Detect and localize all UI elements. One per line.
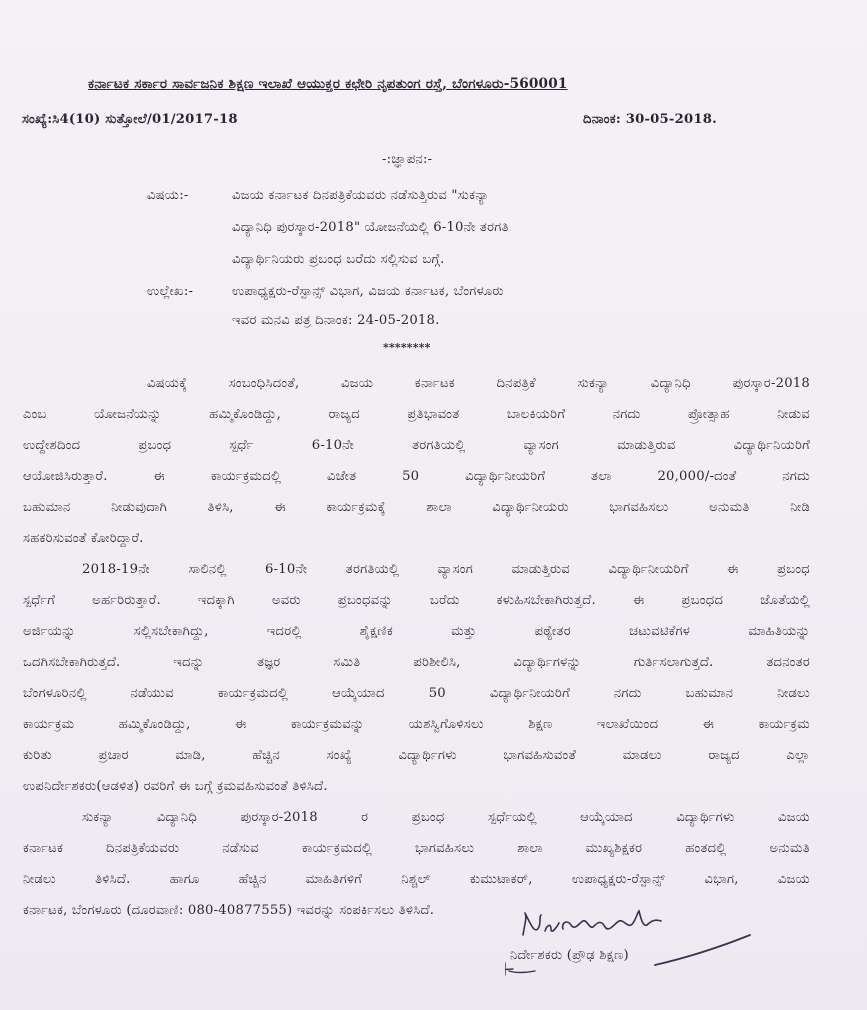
order-date: ದಿನಾಂಕ: 30-05-2018. <box>583 112 717 127</box>
body-line: ಎಂಬ ಯೋಜನೆಯನ್ನು ಹಮ್ಮಿಕೊಂಡಿದ್ದು, ರಾಜ್ಯದ ಪ್ರತಿಭಾವಂತ ಬಾಲಕಿಯರಿಗೆ ನಗದು ಪ್ರೋತ್ಸಾಹ ನೀಡುವ <box>23 407 810 422</box>
reference-label: ಉಲ್ಲೇಖ:- <box>147 284 194 299</box>
memo-heading: -:ಜ್ಞಾಪನ:- <box>382 152 433 167</box>
body-line: 2018-19ನೇ ಸಾಲಿನಲ್ಲಿ 6-10ನೇ ತರಗತಿಯಲ್ಲಿ ವ್ಯಾಸಂಗ ಮಾಡುತ್ತಿರುವ ವಿದ್ಯಾರ್ಥಿನೀಯರಿಗೆ ಈ ಪ್ರಬಂಧ <box>82 562 810 577</box>
subject-line: ವಿದ್ಯಾರ್ಥಿನಿಯರು ಪ್ರಬಂಧ ಬರೆದು ಸಲ್ಲಿಸುವ ಬಗ್ಗೆ. <box>232 252 445 267</box>
body-line: ಸುಕನ್ಯಾ ವಿದ್ಯಾನಿಧಿ ಪುರಸ್ಕಾರ-2018 ರ ಪ್ರಬಂಧ ಸ್ಪರ್ಧೆಯಲ್ಲಿ ಆಯ್ಕೆಯಾದ ವಿದ್ಯಾರ್ಥಿಗಳು ವಿಜಯ <box>82 810 810 825</box>
body-line: ಸಹಕರಿಸುವಂತೆ ಕೋರಿದ್ದಾರೆ. <box>23 531 144 546</box>
body-line: ಕಾರ್ಯಕ್ರಮ ಹಮ್ಮಿಕೊಂಡಿದ್ದು, ಈ ಕಾರ್ಯಕ್ರಮವನ್ನು ಯಶಸ್ವಿಗೊಳಿಸಲು ಶಿಕ್ಷಣ ಇಲಾಖೆಯಿಂದ ಈ ಕಾರ್ಯಕ್ರಮ <box>23 717 810 732</box>
body-line: ಉದ್ದೇಶದಿಂದ ಪ್ರಬಂಧ ಸ್ಪರ್ಧೆ 6-10ನೇ ತರಗತಿಯಲ್ಲಿ ವ್ಯಾಸಂಗ ಮಾಡುತ್ತಿರುವ ವಿದ್ಯಾರ್ಥಿನಿಯರಿಗೆ <box>23 438 810 453</box>
handwritten-signature <box>505 905 755 985</box>
body-line: ಬೆಂಗಳೂರಿನಲ್ಲಿ ನಡೆಯುವ ಕಾರ್ಯಕ್ರಮದಲ್ಲಿ ಆಯ್ಕೆಯಾದ 50 ವಿದ್ಯಾರ್ಥಿನೀಯರಿಗೆ ನಗದು ಬಹುಮಾನ ನೀಡಲು <box>23 686 810 701</box>
body-line: ಒದಗಿಸಬೇಕಾಗಿರುತ್ತದೆ. ಇದನ್ನು ತಜ್ಞರ ಸಮಿತಿ ಪರಿಶೀಲಿಸಿ, ವಿದ್ಯಾರ್ಥಿಗಳನ್ನು ಗುರ್ತಿಸಲಾಗುತ್ತದೆ. ತದನಂತರ <box>23 655 810 670</box>
reference-line: ಇವರ ಮನವಿ ಪತ್ರ ದಿನಾಂಕ: 24-05-2018. <box>232 313 440 328</box>
body-line: ಕರ್ನಾಟಕ ದಿನಪತ್ರಿಕೆಯವರು ನಡೆಸುವ ಕಾರ್ಯಕ್ರಮದಲ್ಲಿ ಭಾಗವಹಿಸಲು ಶಾಲಾ ಮುಖ್ಯಶಿಕ್ಷಕರ ಹಂತದಲ್ಲಿ ಅನುಮತಿ <box>23 841 810 856</box>
subject-line: ವಿಜಯ ಕರ್ನಾಟಕ ದಿನಪತ್ರಿಕೆಯವರು ನಡೆಸುತ್ತಿರುವ "ಸುಕನ್ಯಾ <box>232 188 490 203</box>
subject-label: ವಿಷಯ:- <box>147 188 189 203</box>
body-line: ಆಯೋಜಿಸಿರುತ್ತಾರೆ. ಈ ಕಾರ್ಯಕ್ರಮದಲ್ಲಿ ವಿಜೇತ 50 ವಿದ್ಯಾರ್ಥಿನೀಯರಿಗೆ ತಲಾ 20,000/-ದಂತೆ ನಗದು <box>23 469 810 484</box>
separator: ******** <box>383 341 431 354</box>
reference-number: ಸಂಖ್ಯೆ:ಸಿ4(10) ಸುತ್ತೋಲೆ/01/2017-18 <box>22 112 238 127</box>
body-line: ವಿಷಯಕ್ಕೆ ಸಂಬಂಧಿಸಿದಂತೆ, ವಿಜಯ ಕರ್ನಾಟಕ ದಿನಪತ್ರಿಕೆ ಸುಕನ್ಯಾ ವಿದ್ಯಾನಿಧಿ ಪುರಸ್ಕಾರ-2018 <box>147 376 810 391</box>
body-line: ಅರ್ಜಿಯನ್ನು ಸಲ್ಲಿಸಬೇಕಾಗಿದ್ದು, ಇದರಲ್ಲಿ ಶೈಕ್ಷಣಿಕ ಮತ್ತು ಪಠ್ಯೇತರ ಚಟುವಟಿಕೆಗಳ ಮಾಹಿತಿಯನ್ನು <box>23 624 810 639</box>
body-line: ನೀಡಲು ತಿಳಿಸಿದೆ. ಹಾಗೂ ಹೆಚ್ಚಿನ ಮಾಹಿತಿಗಳಿಗೆ ನಿಶ್ಚಲ್ ಕುಮುಟಾಕರ್, ಉಪಾಧ್ಯಕ್ಷರು-ರೆಸ್ಪಾನ್ಸ್ ವಿಭಾಗ, ವಿಜಯ <box>23 872 810 887</box>
body-line: ಬಹುಮಾನ ನೀಡುವುದಾಗಿ ತಿಳಿಸಿ, ಈ ಕಾರ್ಯಕ್ರಮಕ್ಕೆ ಶಾಲಾ ವಿದ್ಯಾರ್ಥಿನೀಯರು ಭಾಗವಹಿಸಲು ಅನುಮತಿ ನೀಡಿ <box>23 500 810 515</box>
body-line: ಕರ್ನಾಟಕ, ಬೆಂಗಳೂರು (ದೂರವಾಣಿ: 080-40877555) ಇವರನ್ನು ಸಂಪರ್ಕಿಸಲು ತಿಳಿಸಿದೆ. <box>23 903 435 918</box>
signatory-designation: ನಿರ್ದೇಶಕರು (ಪ್ರೌಢ ಶಿಕ್ಷಣ) <box>510 948 629 963</box>
body-line: ಕುರಿತು ಪ್ರಚಾರ ಮಾಡಿ, ಹೆಚ್ಚಿನ ಸಂಖ್ಯೆ ವಿದ್ಯಾರ್ಥಿಗಳು ಭಾಗವಹಿಸುವಂತೆ ಮಾಡಲು ರಾಜ್ಯದ ಎಲ್ಲಾ <box>23 748 810 763</box>
body-line: ಉಪನಿರ್ದೇಶಕರು(ಆಡಳಿತ) ರವರಿಗೆ ಈ ಬಗ್ಗೆ ಕ್ರಮವಹಿಸುವಂತೆ ತಿಳಿಸಿದೆ. <box>23 779 328 794</box>
office-title: ಕರ್ನಾಟಕ ಸರ್ಕಾರ ಸಾರ್ವಜನಿಕ ಶಿಕ್ಷಣ ಇಲಾಖೆ ಆಯುಕ್ತರ ಕಛೇರಿ ನೃಪತುಂಗ ರಸ್ತೆ, ಬೆಂಗಳೂರು-560001 <box>88 76 568 92</box>
subject-line: ವಿದ್ಯಾನಿಧಿ ಪುರಸ್ಕಾರ-2018" ಯೋಜನೆಯಲ್ಲಿ 6-10ನೇ ತರಗತಿ <box>232 220 509 235</box>
reference-line: ಉಪಾಧ್ಯಕ್ಷರು-ರೆಸ್ಪಾನ್ಸ್ ವಿಭಾಗ, ವಿಜಯ ಕರ್ನಾಟಕ, ಬೆಂಗಳೂರು <box>232 284 504 299</box>
body-line: ಸ್ಪರ್ಧೆಗೆ ಅರ್ಹರಿರುತ್ತಾರೆ. ಇದಕ್ಕಾಗಿ ಅವರು ಪ್ರಬಂಧವನ್ನು ಬರೆದು ಕಳುಹಿಸಬೇಕಾಗಿರುತ್ತದೆ. ಈ ಪ್ರಬಂಧದ ಜೊತೆಯಲ್ಲಿ <box>23 593 810 608</box>
